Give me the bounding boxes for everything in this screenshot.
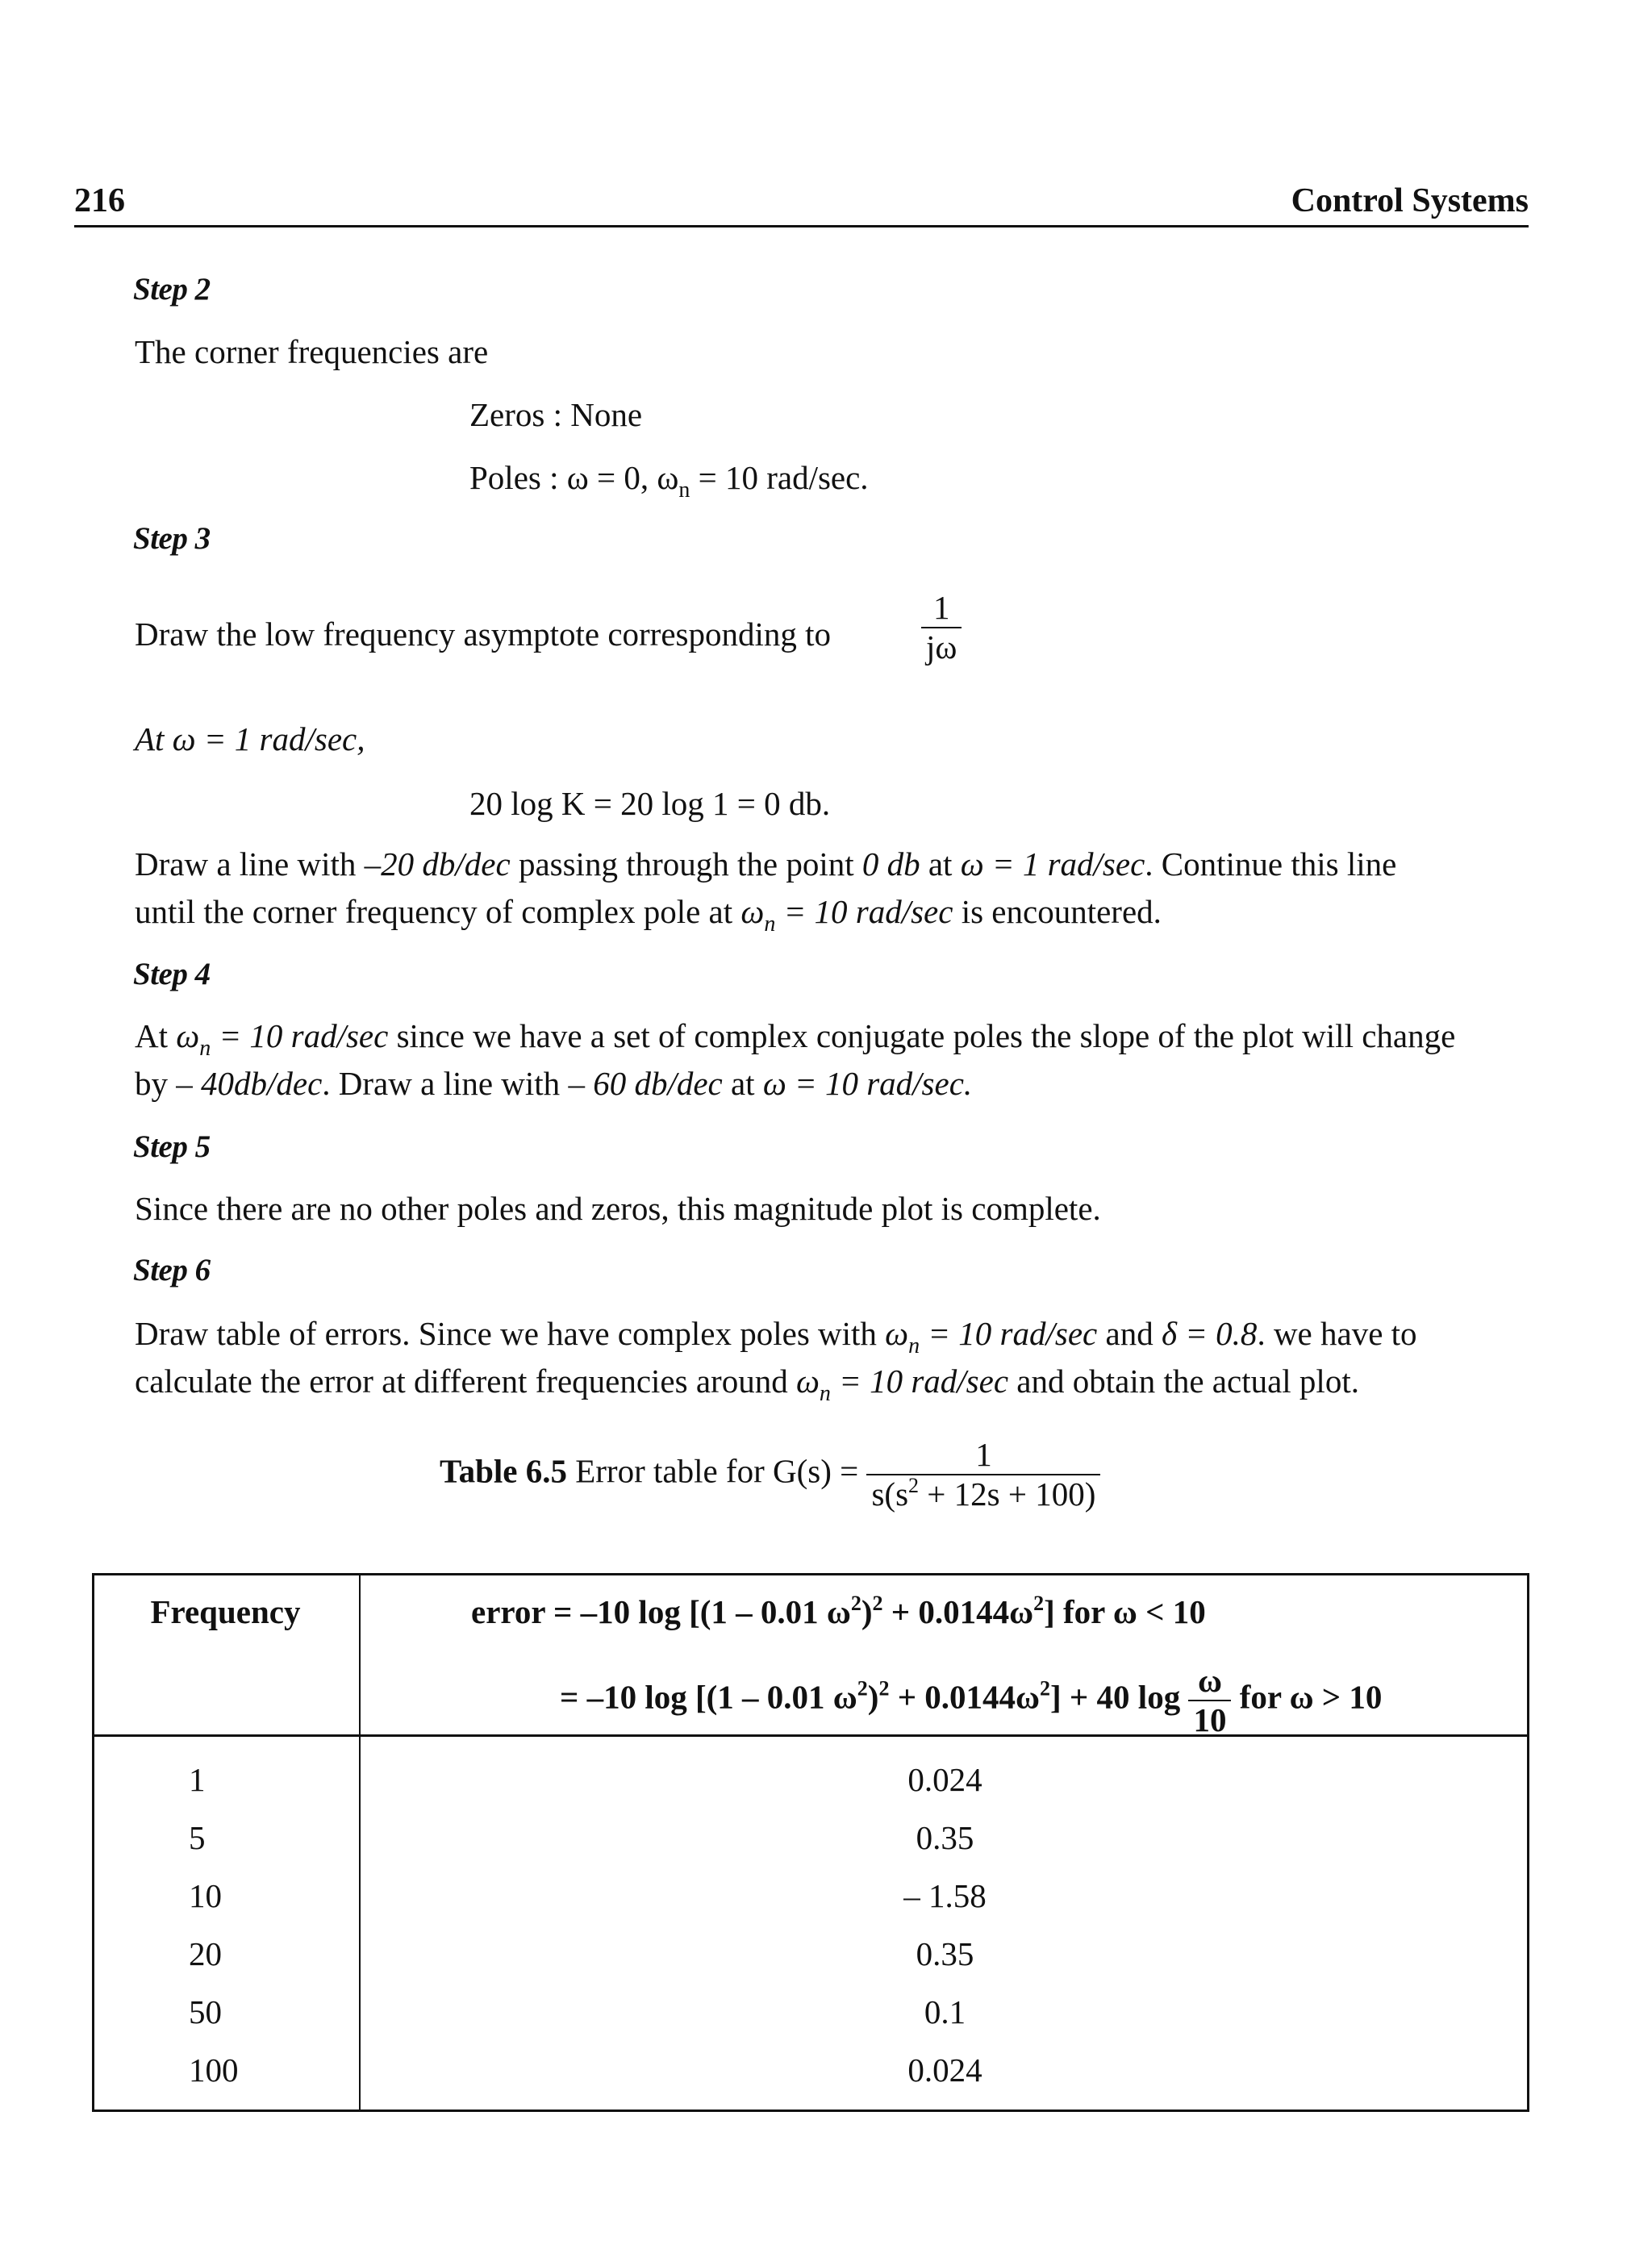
step3-line1: Draw the low frequency asymptote corresponding to [135, 616, 832, 653]
header-frequency: Frequency [150, 1593, 301, 1630]
step6-line2: calculate the error at different frequencies around $\omega_n = 10$ rad/sec and obtain the actual plot. [135, 1363, 1359, 1406]
table-row-error: 0.1 [924, 1993, 966, 2030]
error-table [92, 1573, 1529, 2112]
table-row-frequency: 5 [189, 1819, 206, 1856]
table-row-error: 0.35 [916, 1935, 974, 1972]
step4-heading: Step 4 [133, 957, 211, 991]
step2-heading: Step 2 [133, 272, 211, 307]
step3-para-line1: Draw a line with –20 db/dec passing through the point 0 db at ω = 1 rad/sec. Continue this line [135, 845, 1397, 883]
step5-text: Since there are no other poles and zeros, this magnitude plot is complete. [135, 1190, 1101, 1227]
step4-line1: At $\omega_n = 10$ rad/sec since we have a set of complex conjugate poles the slope of the plot will change [135, 1017, 1456, 1061]
table-row-error: – 1.58 [903, 1877, 987, 1914]
step6-heading: Step 6 [133, 1253, 211, 1287]
step3-para-line2: until the corner frequency of complex pole at $\omega_n = 10$ rad/sec is encountered. [135, 893, 1162, 937]
step2-text: The corner frequencies are [135, 333, 489, 370]
table-row-error: 0.024 [907, 1761, 982, 1798]
table-caption: Table 6.5 Error table for G(s) = $\frac{1}{s(s^2 + 12s + 100)}$ [440, 1436, 1100, 1513]
table-row-frequency: 20 [189, 1935, 222, 1972]
step3-fraction: $\frac{1}{j\omega}$ [921, 589, 962, 666]
table-row-error: 0.35 [916, 1819, 974, 1856]
page-number: 216 [74, 182, 125, 219]
step2-zeros: Zeros : None [469, 396, 643, 433]
table-row-frequency: 100 [189, 2051, 239, 2089]
table-row-error: 0.024 [907, 2051, 982, 2089]
step2-poles: Poles : ω = 0, $\omega_n = 10$ rad/sec. [469, 459, 869, 503]
step5-heading: Step 5 [133, 1129, 211, 1164]
header-rule [74, 225, 1529, 227]
step3-at-line: At ω = 1 rad/sec, [135, 720, 365, 757]
running-title: Control Systems [1291, 182, 1529, 219]
header-formula-line2: = –10 log [(1 – 0.01 $\omega^2)^2 + 0.0144\omega^2] + 40$ log $\frac{\omega}{10}$ for ω > 10 [560, 1662, 1383, 1739]
step3-equation: 20 log K = 20 log 1 = 0 db. [469, 785, 831, 822]
caption-fraction: $\frac{1}{s(s^2 + 12s + 100)}$ [866, 1436, 1100, 1513]
header-formula-line1: error = –10 log [(1 – 0.01 $\omega^2)^2 + 0.0144\omega^2$] for ω < 10 [471, 1592, 1206, 1630]
table-row-frequency: 1 [189, 1761, 206, 1798]
step4-line2: by – 40db/dec. Draw a line with – 60 db/dec at ω = 10 rad/sec. [135, 1065, 973, 1102]
formula-fraction: $\frac{\omega}{10}$ [1188, 1662, 1231, 1739]
table-row-frequency: 10 [189, 1877, 222, 1914]
step3-heading: Step 3 [133, 521, 211, 556]
step6-line1: Draw table of errors. Since we have complex poles with $\omega_n = 10$ rad/sec and δ = 0.8. we have to [135, 1315, 1417, 1358]
table-row-frequency: 50 [189, 1993, 222, 2030]
